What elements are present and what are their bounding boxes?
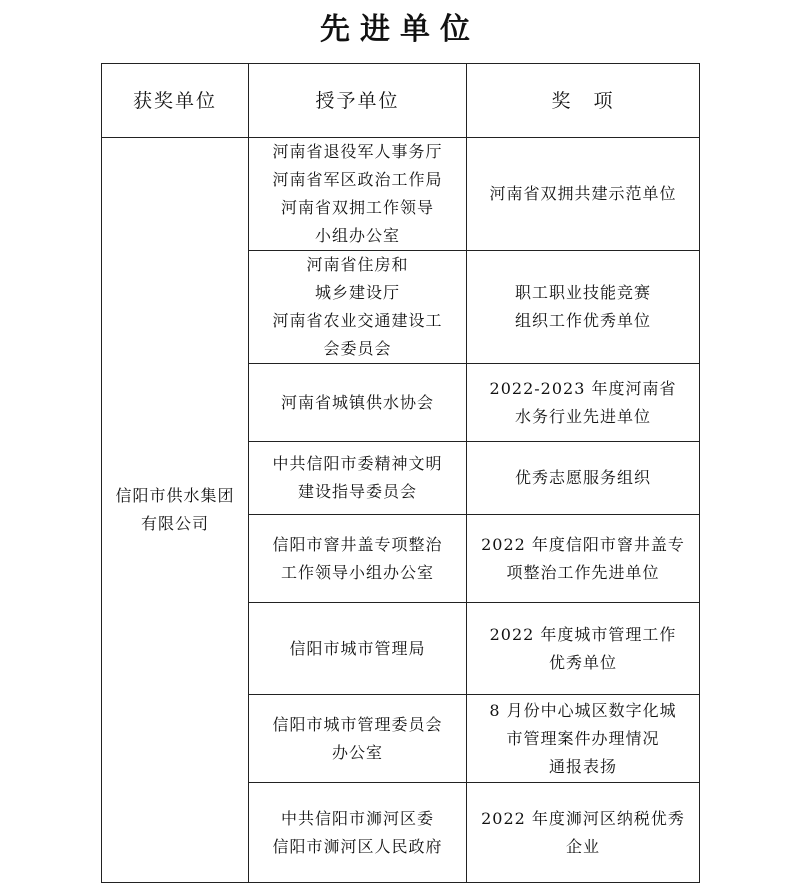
awards-table [101, 63, 700, 883]
award-line: 2022 年度城市管理工作 [489, 624, 677, 644]
award-cell [467, 364, 700, 442]
award-line: 水务行业先进单位 [514, 406, 651, 426]
grantor-line: 河南省城镇供水协会 [280, 392, 434, 412]
award-line: 组织工作优秀单位 [514, 311, 651, 330]
grantor-line: 河南省双拥工作领导 [280, 198, 434, 217]
grantor-line: 河南省住房和 [306, 255, 409, 274]
page-title: 先进单位 [320, 12, 480, 47]
award-cell [467, 442, 700, 515]
grantor-cell [249, 783, 467, 883]
grantor-line: 信阳市浉河区人民政府 [272, 836, 443, 856]
grantor-line: 中共信阳市委精神文明 [272, 454, 443, 473]
grantor-line: 信阳市城市管理委员会 [272, 714, 443, 734]
award-cell [467, 515, 700, 603]
grantor-line: 建设指导委员会 [297, 482, 417, 501]
grantor-cell [249, 251, 467, 364]
grantor-line: 河南省退役军人事务厅 [272, 142, 443, 161]
header-recipient: 获奖单位 [102, 64, 249, 138]
recipient-line: 信阳市供水集团 [115, 486, 235, 505]
grantor-line: 信阳市窨井盖专项整治 [272, 534, 443, 554]
recipient-line: 有限公司 [140, 514, 209, 533]
award-cell [467, 603, 700, 695]
award-line: 优秀志愿服务组织 [514, 468, 651, 487]
award-cell [467, 251, 700, 364]
grantor-cell [249, 364, 467, 442]
grantor-cell [249, 442, 467, 515]
grantor-line: 河南省军区政治工作局 [272, 170, 443, 189]
award-cell [467, 783, 700, 883]
award-line: 2022-2023 年度河南省 [489, 378, 677, 398]
grantor-line: 会委员会 [323, 339, 392, 358]
award-line: 市管理案件办理情况 [506, 728, 660, 748]
award-line: 8 月份中心城区数字化城 [489, 700, 677, 720]
recipient-cell [102, 138, 249, 883]
header-award: 奖 项 [467, 64, 700, 138]
header-grantor: 授予单位 [249, 64, 467, 138]
table-header-row [102, 64, 700, 138]
award-cell [467, 138, 700, 251]
grantor-cell [249, 603, 467, 695]
award-line: 河南省双拥共建示范单位 [489, 184, 677, 203]
grantor-line: 城乡建设厅 [314, 283, 400, 302]
award-line: 2022 年度浉河区纳税优秀 [481, 808, 685, 828]
grantor-cell [249, 138, 467, 251]
grantor-cell [249, 695, 467, 783]
award-line: 2022 年度信阳市窨井盖专 [481, 534, 685, 554]
grantor-line: 小组办公室 [314, 226, 400, 245]
grantor-line: 河南省农业交通建设工 [272, 311, 443, 330]
award-line: 通报表扬 [548, 756, 617, 776]
award-line: 职工职业技能竞赛 [514, 283, 651, 302]
grantor-line: 办公室 [331, 742, 383, 762]
table-row [102, 138, 700, 251]
award-line: 优秀单位 [548, 652, 617, 672]
grantor-cell [249, 515, 467, 603]
grantor-line: 中共信阳市浉河区委 [280, 808, 434, 828]
award-line: 企业 [565, 836, 600, 856]
grantor-line: 工作领导小组办公室 [280, 562, 434, 582]
grantor-line: 信阳市城市管理局 [289, 638, 426, 658]
award-line: 项整治工作先进单位 [506, 562, 660, 582]
award-cell [467, 695, 700, 783]
